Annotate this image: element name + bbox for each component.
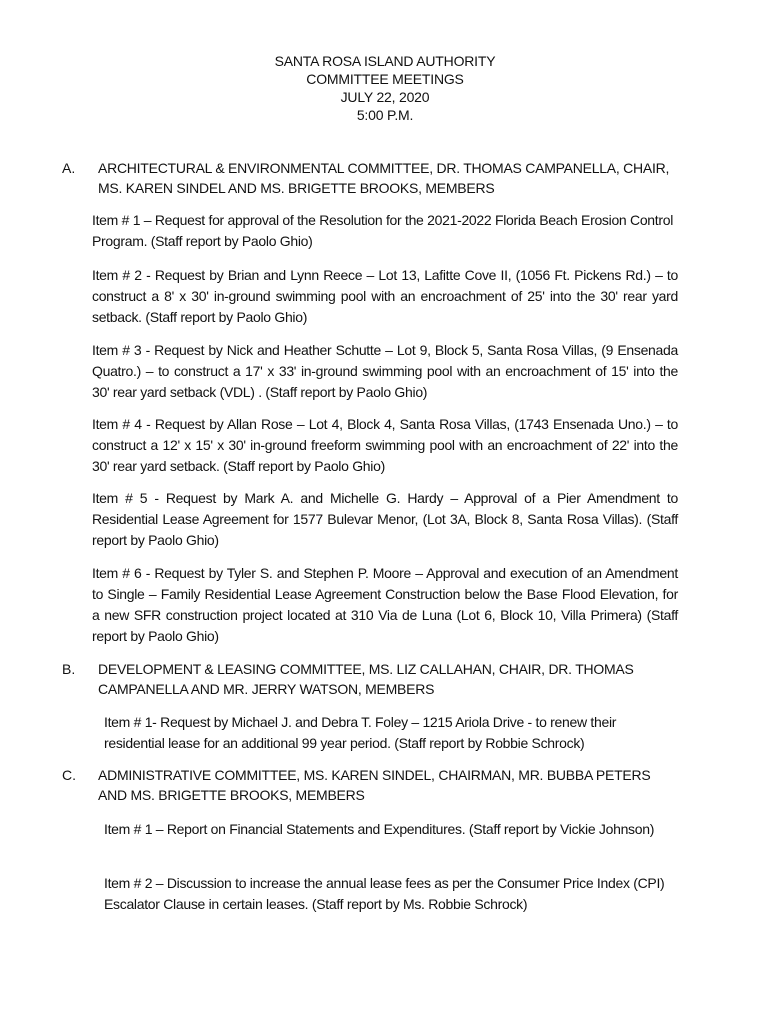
section-c-item-1: Item # 1 – Report on Financial Statements and Expenditures. (Staff report by Vickie Johnson) xyxy=(104,821,655,837)
section-a-item-6: Item # 6 - Request by Tyler S. and Stephen P. Moore – Approval and execution of an Amendment to Single – Family Residential Lease Agreement Construction below the Base Flood Elevation, for a new SFR construction project located at 310 Via de Luna (Lot 6, Block 10, Villa Primera) (Staff report by Paolo Ghio) xyxy=(92,565,678,644)
section-a-item-5: Item # 5 - Request by Mark A. and Michelle G. Hardy – Approval of a Pier Amendment to Residential Lease Agreement for 1577 Bulevar Menor, (Lot 3A, Block 8, Santa Rosa Villas). (Staff report by Paolo Ghio) xyxy=(92,490,678,548)
section-b-letter: B. xyxy=(62,661,76,677)
section-a-item-4: Item # 4 - Request by Allan Rose – Lot 4, Block 4, Santa Rosa Villas, (1743 Ensenada Uno.) – to construct a 12' x 15' x 30' in-ground freeform swimming pool with an encroachment of 22' into the 30' rear yard setback. (Staff report by Paolo Ghio) xyxy=(92,416,678,474)
section-a-item-1: Item # 1 – Request for approval of the Resolution for the 2021-2022 Florida Beach Erosion Control Program. (Staff report by Paolo Ghio) xyxy=(92,212,674,249)
organization-name: SANTA ROSA ISLAND AUTHORITY xyxy=(274,53,496,69)
section-c-item-2: Item # 2 – Discussion to increase the annual lease fees as per the Consumer Price Index (CPI) Escalator Clause in certain leases. (Staff report by Ms. Robbie Schrock) xyxy=(104,875,665,912)
section-b-item-1: Item # 1- Request by Michael J. and Debra T. Foley – 1215 Ariola Drive - to renew their residential lease for an additional 99 year period. (Staff report by Robbie Schrock) xyxy=(104,714,617,751)
section-a-item-2: Item # 2 - Request by Brian and Lynn Reece – Lot 13, Lafitte Cove II, (1056 Ft. Pickens Rd.) – to construct a 8' x 30' in-ground swimming pool with an encroachment of 25' into the 30' rear yard setback. (Staff report by Paolo Ghio) xyxy=(92,267,678,325)
section-b-title: DEVELOPMENT & LEASING COMMITTEE, MS. LIZ CALLAHAN, CHAIR, DR. THOMAS CAMPANELLA AND MR. JERRY WATSON, MEMBERS xyxy=(98,661,634,697)
section-a-item-3: Item # 3 - Request by Nick and Heather Schutte – Lot 9, Block 5, Santa Rosa Villas, (9 Ensenada Quatro.) – to construct a 17' x 33' in-ground swimming pool with an encroachment of 15' into the 30' rear yard setback (VDL) . (Staff report by Paolo Ghio) xyxy=(92,342,678,400)
section-a-title: ARCHITECTURAL & ENVIRONMENTAL COMMITTEE, DR. THOMAS CAMPANELLA, CHAIR, MS. KAREN SINDEL AND MS. BRIGETTE BROOKS, MEMBERS xyxy=(98,160,670,196)
meeting-date: JULY 22, 2020 xyxy=(340,89,430,105)
section-a-letter: A. xyxy=(62,160,76,176)
section-c-title: ADMINISTRATIVE COMMITTEE, MS. KAREN SINDEL, CHAIRMAN, MR. BUBBA PETERS AND MS. BRIGETTE BROOKS, MEMBERS xyxy=(98,767,651,803)
meeting-time: 5:00 P.M. xyxy=(356,107,414,123)
section-c-letter: C. xyxy=(62,767,76,783)
document-header xyxy=(0,52,770,124)
meeting-type: COMMITTEE MEETINGS xyxy=(306,71,464,87)
